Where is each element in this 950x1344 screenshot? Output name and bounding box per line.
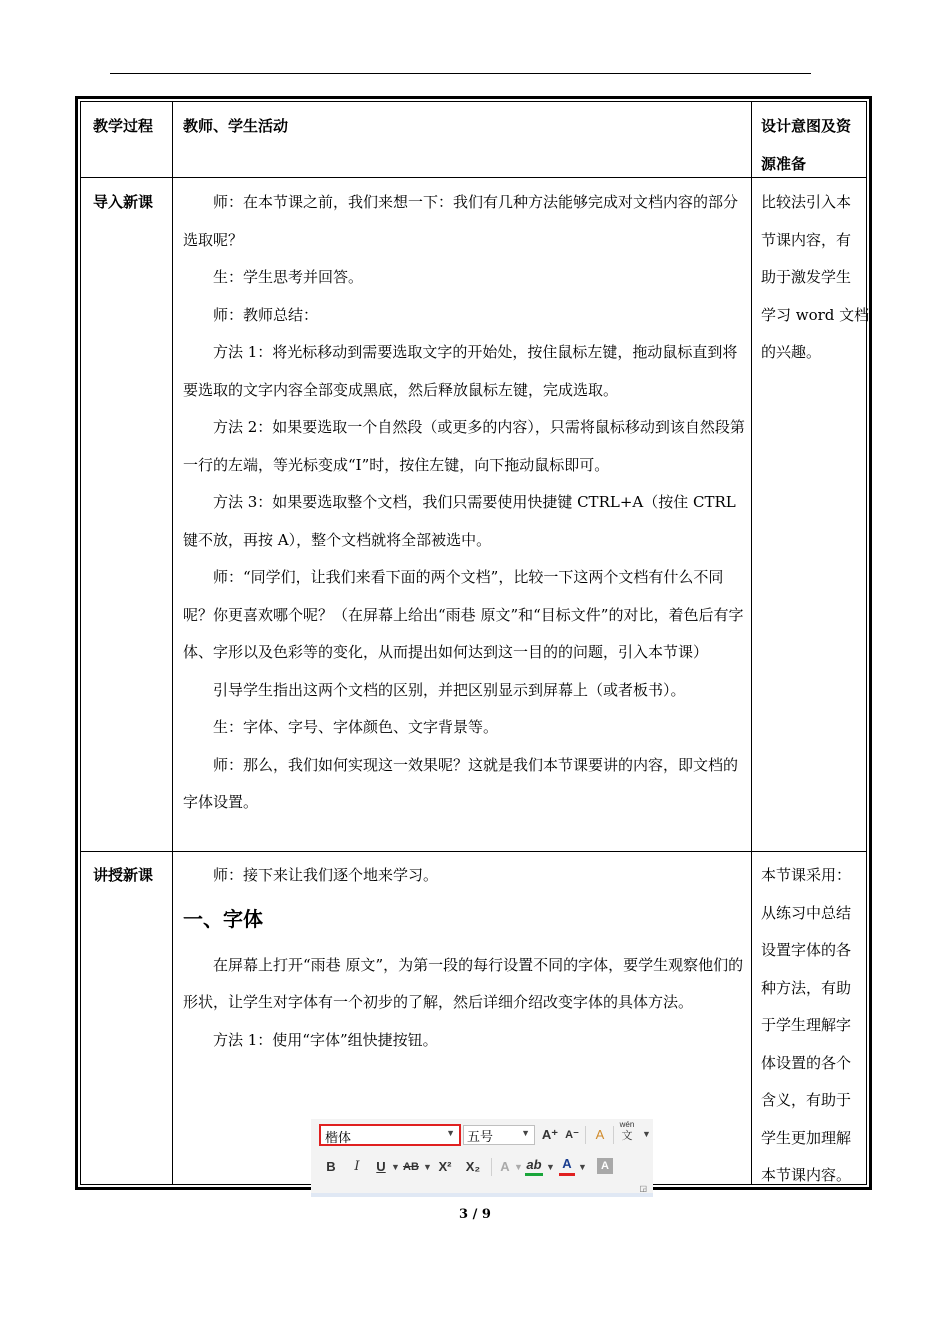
shrink-font-icon[interactable]: A⁻ (565, 1129, 579, 1141)
intro-paragraph: 方法 2：如果要选取一个自然段（或更多的内容），只需将鼠标移动到该自然段第一行的左端，等光标变成“I”时，按住左键，向下拖动鼠标即可。 (183, 418, 745, 474)
italic-icon[interactable]: I (354, 1159, 360, 1174)
note-line: 从练习中总结 (761, 903, 852, 922)
col-divider-1 (172, 102, 173, 1184)
chevron-down-icon: ▼ (391, 1162, 400, 1172)
chevron-down-icon: ▼ (521, 1128, 530, 1138)
note-line: 种方法，有助 (761, 978, 852, 997)
note-line: 设置字体的各 (761, 941, 852, 959)
font-size-combobox[interactable] (463, 1125, 535, 1145)
header-design-line2: 源准备 (761, 154, 807, 173)
chevron-down-icon: ▼ (578, 1162, 587, 1172)
note-line: 的兴趣。 (761, 343, 822, 361)
lesson-table (75, 96, 872, 1193)
subscript-icon[interactable]: X₂ (465, 1159, 481, 1174)
intro-paragraph: 师：在本节课之前，我们来想一下：我们有几种方法能够完成对文档内容的部分选取呢？ (183, 193, 739, 249)
dialog-launcher-icon[interactable]: ◲ (639, 1184, 647, 1193)
note-line: 于学生理解字 (761, 1016, 852, 1034)
section-intro-label: 导入新课 (93, 193, 154, 211)
header-col-activity: 教师、学生活动 (183, 117, 289, 135)
strikethrough-icon[interactable]: AB (403, 1161, 419, 1173)
header-col-process: 教学过程 (93, 117, 154, 135)
toolbar-separator (613, 1126, 614, 1144)
intro-paragraph: 方法 1：将光标移动到需要选取文字的开始处，按住鼠标左键，拖动鼠标直到将要选取的文字内容全部变成黑底，然后释放鼠标左键，完成选取。 (183, 343, 738, 399)
font-size-value: 五号 (467, 1130, 494, 1145)
intro-paragraph: 生：学生思考并回答。 (213, 268, 364, 286)
intro-paragraph: 方法 3：如果要选取整个文档，我们只需要使用快捷键 CTRL+A（按住 CTRL 键不放，再按 A），整个文档就将全部被选中。 (183, 493, 736, 549)
note-line: 学习 word 文档 (761, 305, 870, 324)
note-line: 本节课采用： (761, 866, 852, 884)
section-intro-content (183, 184, 749, 822)
note-line: 本节课内容。 (761, 1166, 852, 1184)
font-name-combobox[interactable] (319, 1124, 461, 1146)
toolbar-separator (585, 1126, 586, 1144)
header-design-line1: 设计意图及资 (761, 117, 852, 135)
toolbar-bottom-edge (311, 1193, 653, 1197)
superscript-icon[interactable]: X² (438, 1159, 452, 1174)
page-number: 3 / 9 (459, 1207, 491, 1222)
col-divider-2 (751, 102, 752, 1184)
section-teach-content (183, 857, 749, 1059)
chevron-down-icon: ▼ (546, 1162, 555, 1172)
text-effect-icon[interactable]: A (500, 1159, 510, 1174)
chevron-down-icon: ▼ (446, 1128, 455, 1138)
row-divider-1 (81, 177, 866, 178)
intro-paragraph: 师：教师总结： (213, 305, 319, 324)
section-heading: 一、字体 (183, 906, 263, 931)
section-intro-note (761, 184, 873, 372)
intro-paragraph: 师：“同学们，让我们来看下面的两个文档”，比较一下这两个文档有什么不同呢？你更喜欢哪个呢？（在屏幕上给出“雨巷 原文”和“目标文件”的对比，着色后有字体、字形以及色彩等的变化，从而提出如何达到这一目的的问题，引入本节课） (183, 568, 744, 661)
header-col-design (761, 108, 871, 183)
note-line: 体设置的各个 (761, 1053, 852, 1072)
character-shading-icon[interactable]: A (597, 1158, 613, 1174)
row-divider-2 (81, 851, 866, 852)
teach-intro: 师：接下来让我们逐个地来学习。 (213, 866, 439, 884)
note-line: 含义，有助于 (761, 1091, 852, 1109)
note-line: 节课内容，有 (761, 230, 852, 249)
grow-font-icon[interactable]: A⁺ (541, 1127, 559, 1142)
section-teach-note (761, 857, 873, 1195)
toolbar-separator (491, 1158, 492, 1176)
lesson-table-inner (80, 101, 870, 1193)
highlight-icon[interactable]: ab (525, 1157, 543, 1176)
header-rule (110, 73, 811, 74)
phonetic-pinyin: wén (619, 1120, 635, 1129)
note-line: 学生更加理解 (761, 1128, 852, 1147)
intro-paragraph: 引导学生指出这两个文档的区别，并把区别显示到屏幕上（或者板书）。 (213, 680, 686, 699)
chevron-down-icon: ▼ (642, 1129, 651, 1139)
font-name-value: 楷体 (325, 1131, 352, 1146)
teach-paragraph: 在屏幕上打开“雨巷 原文”，为第一段的每行设置不同的字体，要学生观察他们的形状，让学生对字体有一个初步的了解，然后详细介绍改变字体的具体方法。 (183, 955, 744, 1011)
chevron-down-icon: ▼ (423, 1162, 432, 1172)
intro-paragraph: 师：那么，我们如何实现这一效果呢？这就是我们本节课要讲的内容，即文档的字体设置。 (183, 755, 739, 811)
underline-icon[interactable]: U (376, 1159, 386, 1174)
section-teach-label: 讲授新课 (93, 866, 154, 884)
clear-format-icon[interactable]: A (595, 1127, 605, 1142)
phonetic-char: 文 (621, 1130, 633, 1142)
intro-paragraph: 生：字体、字号、字体颜色、文字背景等。 (213, 718, 499, 736)
bold-icon[interactable]: B (326, 1159, 336, 1174)
teach-paragraph: 方法 1：使用“字体”组快捷按钮。 (213, 1030, 438, 1049)
font-toolbar-screenshot (311, 1119, 653, 1197)
note-line: 比较法引入本 (761, 193, 852, 211)
chevron-down-icon: ▼ (514, 1162, 523, 1172)
note-line: 助于激发学生 (761, 268, 852, 286)
font-color-icon[interactable]: A (559, 1155, 575, 1176)
phonetic-guide-icon[interactable] (616, 1120, 638, 1140)
